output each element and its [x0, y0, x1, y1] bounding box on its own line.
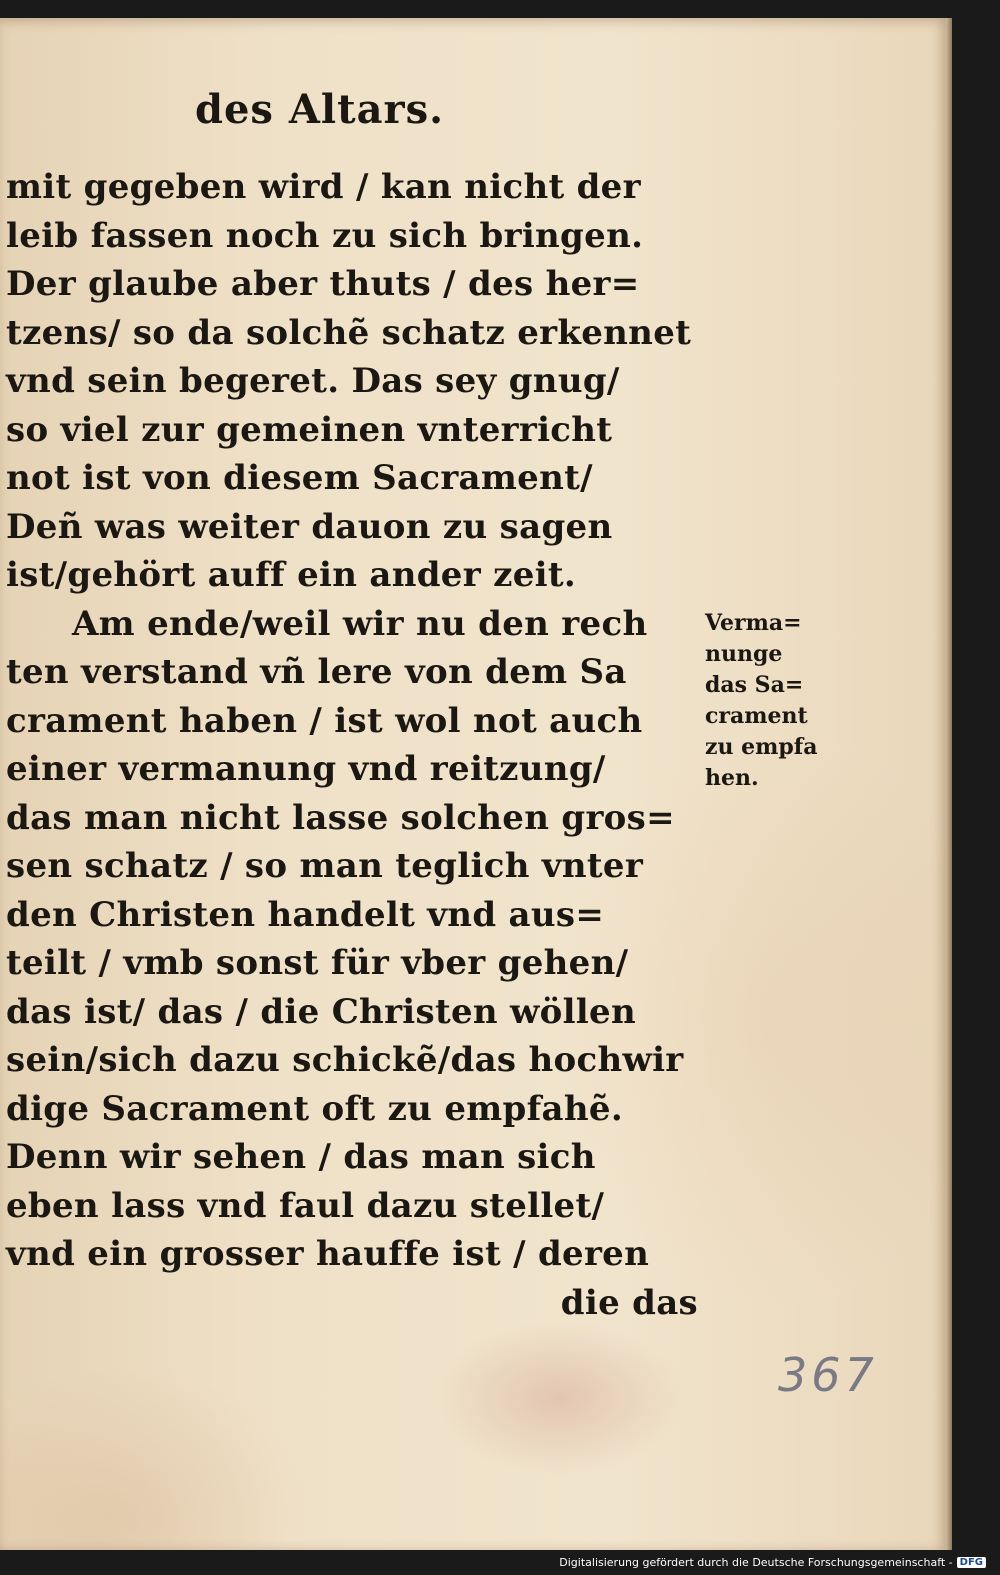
text-line: das ist/ das / die Christen wöllen: [6, 991, 636, 1032]
text-line: ist/gehört auff ein ander zeit.: [6, 555, 576, 595]
text-line: den Christen handelt vnd aus=: [6, 894, 605, 935]
text-line: leib fassen noch zu sich bringen.: [6, 215, 644, 256]
text-line: mit gegeben wird / kan nicht der: [6, 167, 641, 207]
text-line: einer vermanung vnd reitzung/: [6, 749, 606, 789]
text-line: ten verstand vñ lere von dem Sa: [6, 652, 627, 692]
text-line: Der glaube aber thuts / des her=: [6, 264, 640, 304]
text-line: vnd sein begeret. Das sey gnug/: [6, 361, 620, 401]
bleed-through: [100, 88, 114, 135]
text-line: crament haben / ist wol not auch: [6, 700, 643, 741]
text-line: Deñ was weiter dauon zu sagen: [6, 506, 613, 547]
footer-text: Digitalisierung gefördert durch die Deutsche Forschungsgemeinschaft -: [559, 1556, 953, 1569]
text-line: Denn wir sehen / das man sich: [6, 1137, 596, 1177]
marginal-line: das Sa=: [705, 672, 804, 698]
marginal-line: Verma=: [705, 610, 802, 636]
text-line: eben lass vnd faul dazu stellet/: [6, 1185, 605, 1226]
text-line: so viel zur gemeinen vnterricht: [6, 409, 613, 450]
text-line: dige Sacrament oft zu empfahẽ.: [6, 1088, 623, 1129]
text-line: sen schatz / so man teglich vnter: [6, 846, 644, 886]
marginal-line: crament: [705, 703, 808, 729]
text-line: teilt / vmb sonst für vber gehen/: [6, 943, 629, 983]
dfg-logo: DFG: [957, 1557, 986, 1568]
running-head: des Altars.: [195, 86, 445, 133]
body-text: [6, 163, 706, 1327]
text-line: das man nicht lasse solchen gros=: [6, 797, 675, 838]
text-line: vnd ein grosser hauffe ist / deren: [6, 1234, 650, 1274]
page-edge: [946, 18, 952, 1550]
text-line: tzens/ so da solchẽ schatz erkennet: [6, 312, 692, 353]
text-line: not ist von diesem Sacrament/: [6, 458, 593, 498]
catchword: die das: [560, 1282, 698, 1323]
folio-number: 367: [778, 1348, 878, 1402]
marginal-line: zu empfa: [705, 734, 818, 760]
text-line: sein/sich dazu schickẽ/das hochwir: [6, 1040, 684, 1080]
marginal-note: [705, 608, 818, 794]
text-line: Am ende/weil wir nu den rech: [72, 603, 648, 644]
marginal-line: hen.: [705, 765, 759, 791]
digitization-footer: [559, 1556, 986, 1569]
book-page: [0, 18, 946, 1550]
marginal-line: nunge: [705, 641, 783, 667]
